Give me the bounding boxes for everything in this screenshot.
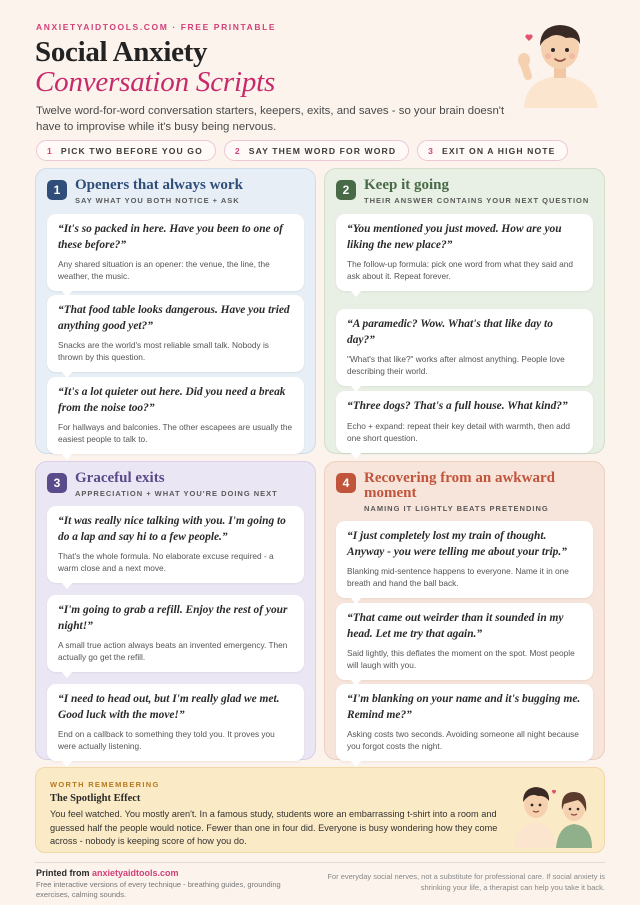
script-card (336, 603, 593, 680)
section-subtitle: SAY WHAT YOU BOTH NOTICE + ASK (75, 196, 240, 205)
script-quote: “Three dogs? That's a full house. What kind?” (347, 400, 568, 412)
footer-description: Free interactive versions of every technique - breathing guides, grounding exercises, calming sounds. (36, 880, 281, 899)
script-quote: “You mentioned you just moved. How are you liking the new place?” (347, 223, 562, 251)
steps-row (36, 140, 568, 161)
script-quote: “That food table looks dangerous. Have you tried anything good yet?” (58, 304, 290, 332)
section-subtitle: NAMING IT LIGHTLY BEATS PRETENDING (364, 504, 549, 513)
script-note: End on a callback to something they told you. It proves you were actually listening. (58, 729, 275, 751)
footer-disclaimer: For everyday social nerves, not a substitute for professional care. If social anxiety is shrinking your life, a therapist can help you take it back. (327, 872, 605, 892)
section-number-badge: 2 (336, 180, 356, 200)
section-openers (35, 168, 316, 454)
waving-person-illustration (518, 16, 602, 112)
step-label: PICK TWO BEFORE YOU GO (60, 145, 203, 156)
script-card (47, 595, 304, 672)
script-card (47, 214, 304, 291)
script-note: The follow-up formula: pick one word from what they said and ask about it. Repeat forever. (347, 259, 573, 281)
script-card (336, 214, 593, 291)
section-subtitle: THEIR ANSWER CONTAINS YOUR NEXT QUESTION (364, 196, 590, 205)
two-people-illustration (512, 774, 594, 848)
script-card (336, 684, 593, 761)
page-subtitle: Conversation Scripts (35, 66, 276, 98)
script-note: Snacks are the world's most reliable small talk. Nobody is thrown by this question. (58, 340, 269, 362)
printed-from (36, 868, 316, 878)
step-number: 1 (47, 145, 53, 156)
worth-remembering-box (35, 767, 605, 853)
section-number-badge: 4 (336, 473, 356, 493)
script-note: Echo + expand: repeat their key detail with warmth, then add one short question. (347, 420, 570, 443)
script-quote: “That came out weirder than it sounded in my head. Let me try that again.” (347, 612, 564, 640)
step-number: 2 (234, 145, 241, 156)
script-note: For hallways and balconies. The other escapees are usually the easiest people to talk to. (58, 422, 293, 444)
section-subtitle: APPRECIATION + WHAT YOU'RE DOING NEXT (75, 489, 278, 498)
section-title: Keep it going (364, 177, 449, 193)
step-label: SAY THEM WORD FOR WORD (248, 145, 397, 156)
step-number: 3 (428, 145, 435, 156)
script-note: "What's that like?" works after almost anything. People love describing their world. (347, 354, 565, 376)
footer-left (36, 868, 316, 900)
section-title: Graceful exits (75, 470, 165, 486)
page-title: Social Anxiety (35, 36, 208, 68)
script-card (47, 377, 304, 454)
section-number-badge: 1 (47, 180, 67, 200)
section-keep-going (324, 168, 605, 454)
script-card (336, 309, 593, 386)
section-graceful-exits (35, 461, 316, 760)
script-quote: “It's so packed in here. Have you been to one of these before?” (58, 223, 283, 251)
remember-title: The Spotlight Effect (50, 793, 141, 804)
printed-from-label: Printed from (36, 868, 93, 878)
section-number-badge: 3 (47, 473, 67, 493)
section-title: Recovering from an awkward moment (364, 470, 555, 501)
script-note: Blanking mid-sentence happens to everyone. Name it in one breath and hand the ball back. (347, 566, 569, 588)
section-title: Openers that always work (75, 177, 243, 193)
remember-body: You feel watched. You mostly aren't. In a famous study, students wore an embarrassing t-shirt into a room and guessed half the people would notice. Fewer than one in four did. Everyone is busy wondering how they come across - nobody is keeping score of how you do. (50, 809, 498, 846)
script-card (47, 506, 304, 583)
section-recovering (324, 461, 605, 760)
script-note: Asking costs two seconds. Avoiding someone all night because you forgot costs the night. (347, 729, 579, 751)
script-note: That's the whole formula. No elaborate excuse required - a warm close and a next move. (58, 551, 274, 573)
script-card (336, 391, 593, 453)
script-quote: “I'm blanking on your name and it's bugging me. Remind me?” (347, 693, 581, 721)
script-quote: “I need to head out, but I'm really glad we met. Good luck with the move!” (58, 693, 280, 721)
script-card (47, 295, 304, 372)
step-pill (417, 140, 568, 161)
brand-label: ANXIETYAIDTOOLS.COM · FREE PRINTABLE (36, 22, 277, 32)
script-quote: “I'm going to grab a refill. Enjoy the rest of your night!” (58, 604, 288, 632)
step-pill (36, 140, 216, 161)
script-quote: “A paramedic? Wow. What's that like day to day?” (347, 318, 553, 346)
script-quote: “I just completely lost my train of thought. Anyway - you were telling me about your trip.” (347, 530, 567, 558)
footer-site-link[interactable]: anxietyaidtools.com (92, 868, 179, 878)
intro-text: Twelve word-for-word conversation starters, keepers, exits, and saves - so your brain doesn't have to improvise while it's busy being nervous. (36, 105, 505, 133)
script-note: Any shared situation is an opener: the venue, the line, the weather, the music. (58, 259, 270, 281)
remember-label: WORTH REMEMBERING (50, 780, 160, 789)
footer-divider (35, 862, 605, 863)
step-label: EXIT ON A HIGH NOTE (442, 145, 556, 156)
script-note: Said lightly, this deflates the moment on the spot. Most people will laugh with you. (347, 648, 575, 670)
script-quote: “It's a lot quieter out here. Did you need a break from the noise too?” (58, 386, 286, 414)
step-pill (224, 140, 409, 161)
script-card (336, 521, 593, 598)
script-card (47, 684, 304, 761)
script-quote: “It was really nice talking with you. I'm going to do a lap and say hi to a few people.” (58, 515, 286, 543)
script-note: A small true action always beats an invented emergency. Then actually go get the refill. (58, 640, 288, 662)
